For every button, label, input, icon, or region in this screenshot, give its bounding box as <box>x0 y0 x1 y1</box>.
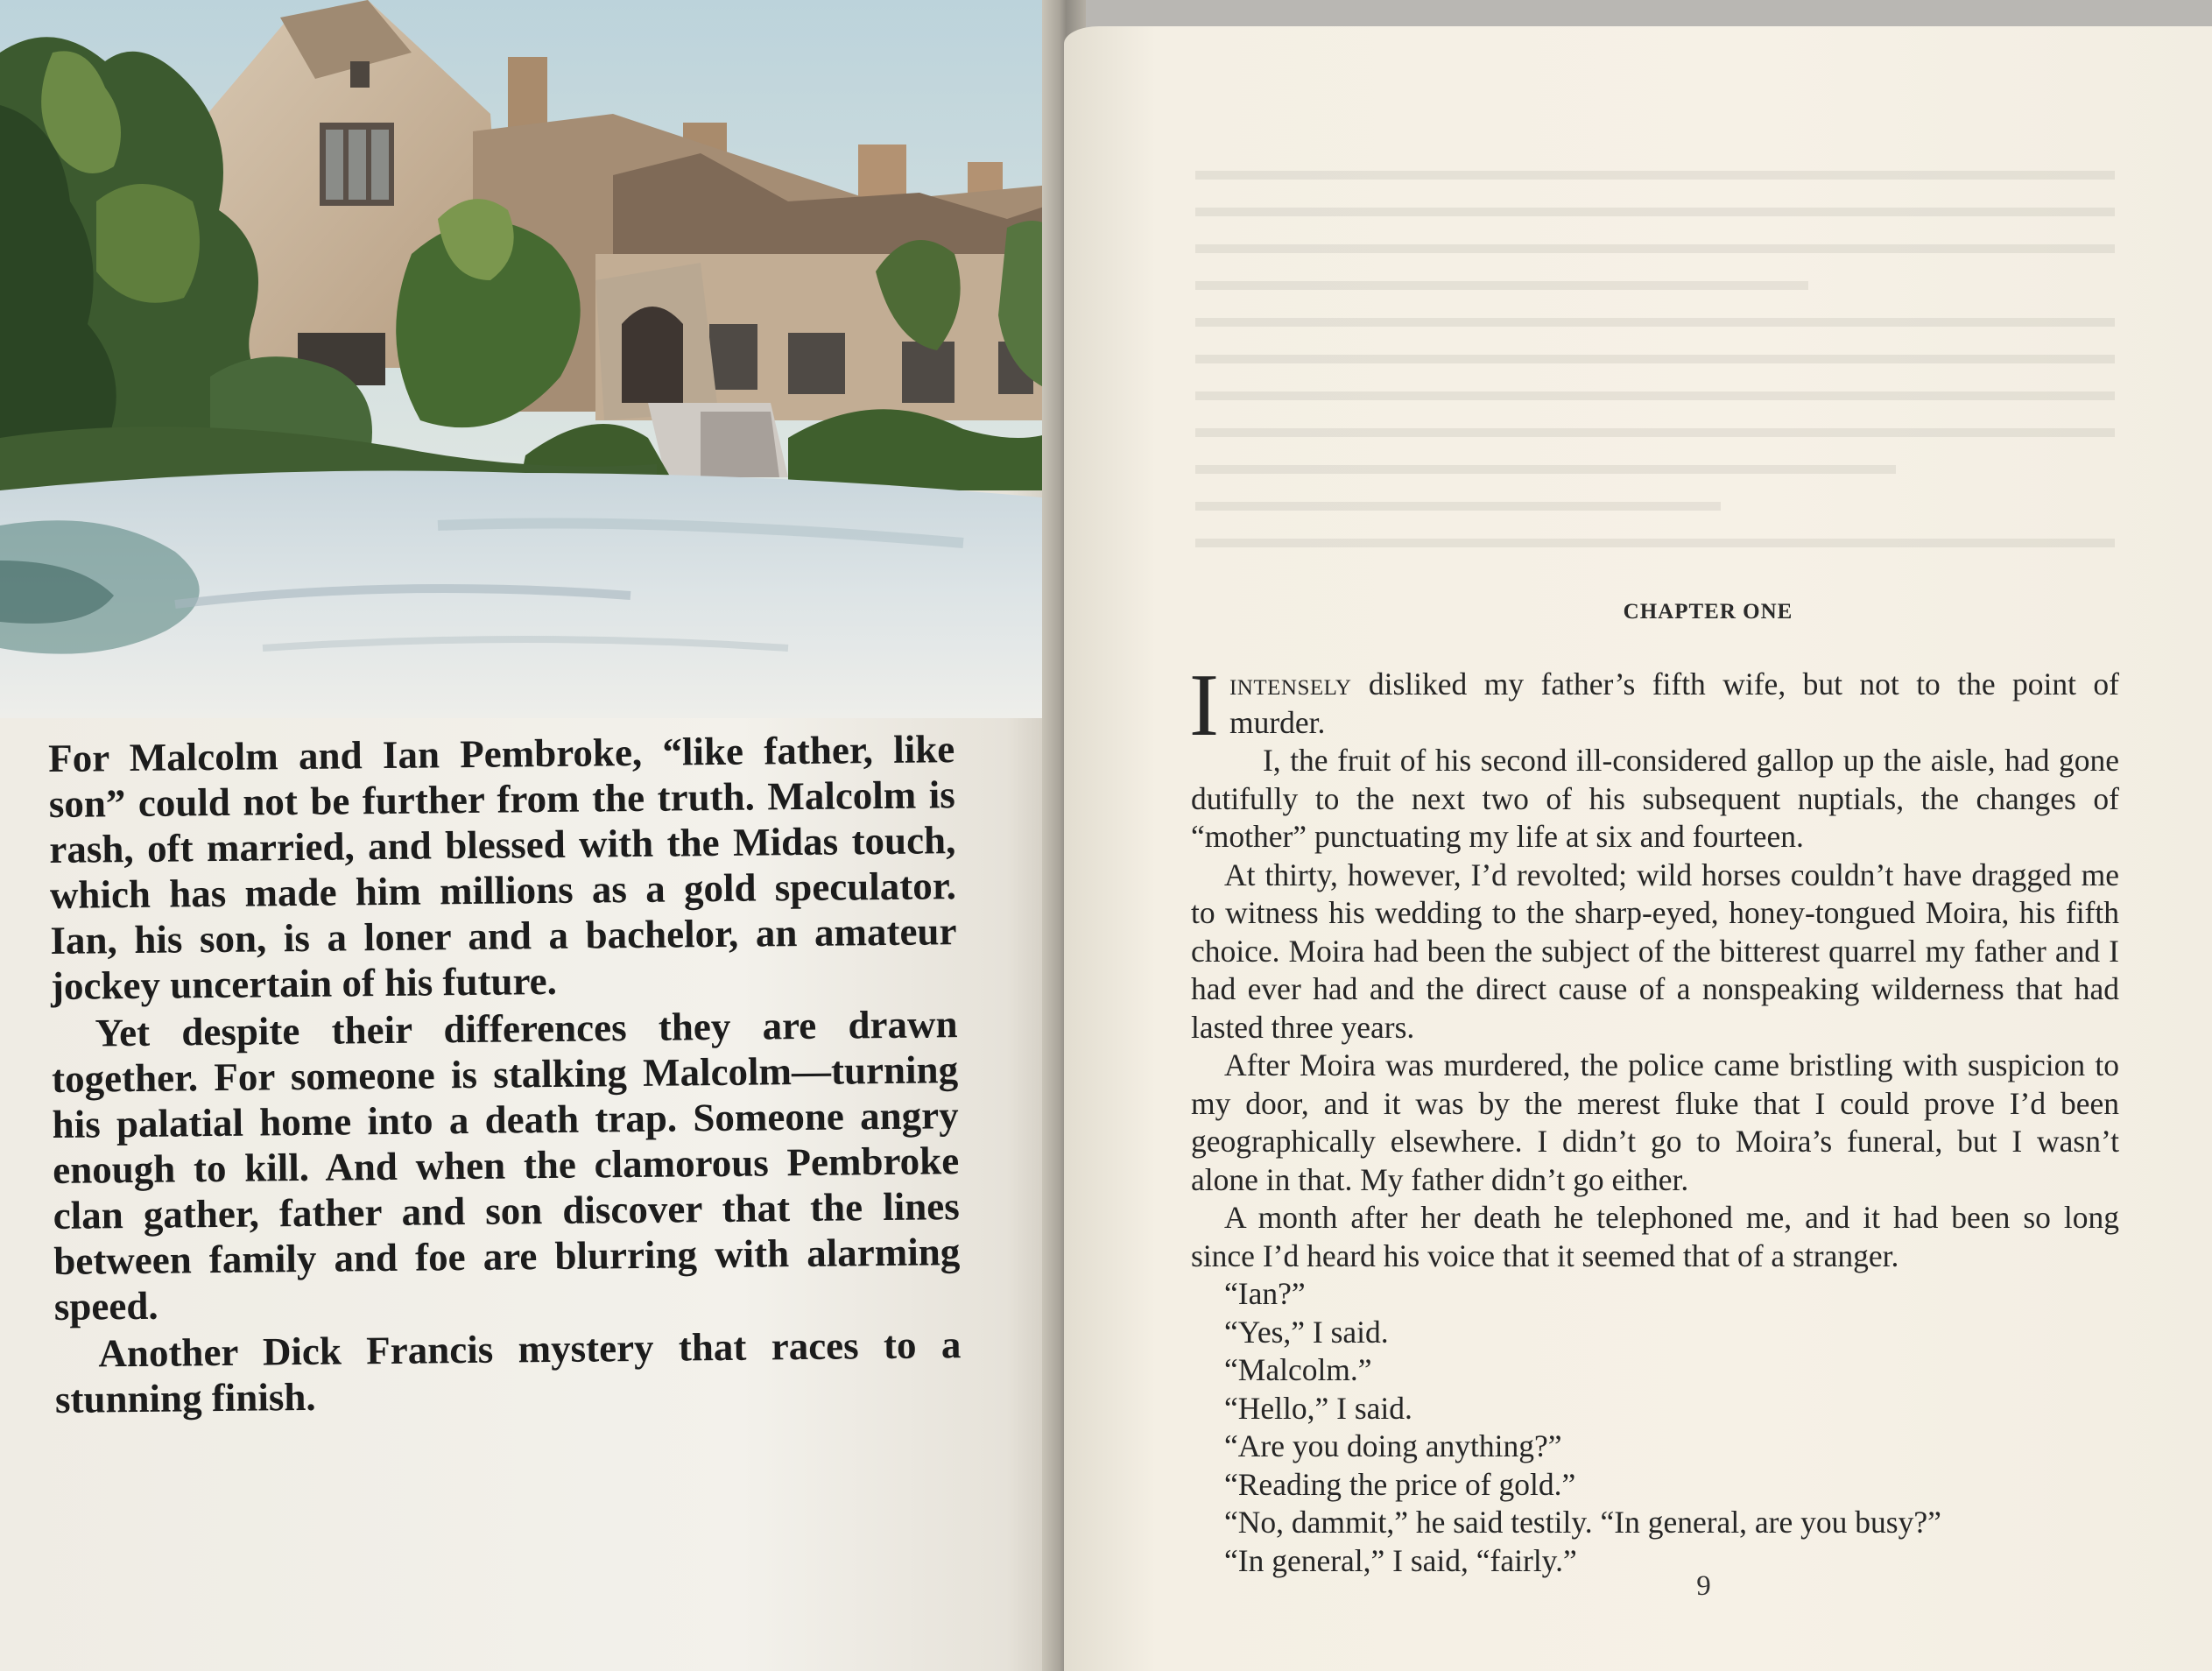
page-number: 9 <box>1696 1570 1711 1602</box>
opening-small-caps: intensely <box>1229 666 1352 702</box>
blurb-paragraph: Yet despite their differences they are drawn together. For someone is stalking Malcolm—turning his palatial home into a death trap. Someone angry enough to kill. And when the clamorous Pembroke clan gather, father and son discover that the lines between family and foe are blurring with alarming speed. <box>51 1002 961 1329</box>
body-paragraph: I, the fruit of his second ill-considered gallop up the aisle, had gone dutifully to the next two of his subsequent nuptials, the changes of “mother” punctuating my life at six and fourteen. <box>1191 743 2119 854</box>
dialogue-line: “Yes,” I said. <box>1224 1314 1389 1350</box>
dialogue-line: “In general,” I said, “fairly.” <box>1224 1542 1577 1578</box>
blurb-paragraph: Another Dick Francis mystery that races to a stunning finish. <box>54 1322 962 1421</box>
show-through-texture <box>1195 158 2115 596</box>
dialogue-line: “Reading the price of gold.” <box>1224 1466 1576 1502</box>
dialogue-line: “Ian?” <box>1224 1276 1306 1311</box>
opening-paragraph <box>1189 656 2119 755</box>
body-paragraph: A month after her death he telephoned me, and it had been so long since I’d heard his voice that it seemed that of a stranger. <box>1191 1200 2119 1273</box>
manor-house-illustration <box>0 0 1060 718</box>
chapter-text <box>1189 656 2119 1580</box>
drop-cap: I <box>1189 656 1219 755</box>
body-paragraph: At thirty, however, I’d revolted; wild horses couldn’t have dragged me to witness his wedding to the sharp-eyed, honey-tongued Moira, his fifth choice. Moira had been the subject of the bitterest quarrel my father and I had ever had and the direct cause of a nonspeaking wilderness that had lasted three years. <box>1191 857 2119 1045</box>
body-paragraph: After Moira was murdered, the police came bristling with suspicion to my door, and it was by the merest fluke that I could prove I’d been geographically elsewhere. I didn’t go to Moira’s funeral, but I wasn’t alone in that. My father didn’t go either. <box>1191 1047 2119 1197</box>
right-page <box>1064 26 2212 1671</box>
dialogue-line: “Hello,” I said. <box>1224 1390 1412 1426</box>
dialogue-line: “Malcolm.” <box>1224 1352 1372 1387</box>
blurb-paragraph: For Malcolm and Ian Pembroke, “like father, like son” could not be further from the truth. Malcolm is rash, oft married, and blessed with the Midas touch, which has made him millions as a gold speculator. Ian, his son, is a loner and a bachelor, an amateur jockey uncertain of his future. <box>48 727 957 1008</box>
book-blurb <box>48 726 962 1424</box>
chapter-title: CHAPTER ONE <box>1623 600 1793 624</box>
dialogue-line: “Are you doing anything?” <box>1224 1428 1562 1463</box>
left-page <box>0 0 1060 1671</box>
opening-text: disliked my father’s fifth wife, but not to the point of murder. <box>1229 666 2119 740</box>
dialogue-line: “No, dammit,” he said testily. “In general, are you busy?” <box>1224 1505 1941 1540</box>
